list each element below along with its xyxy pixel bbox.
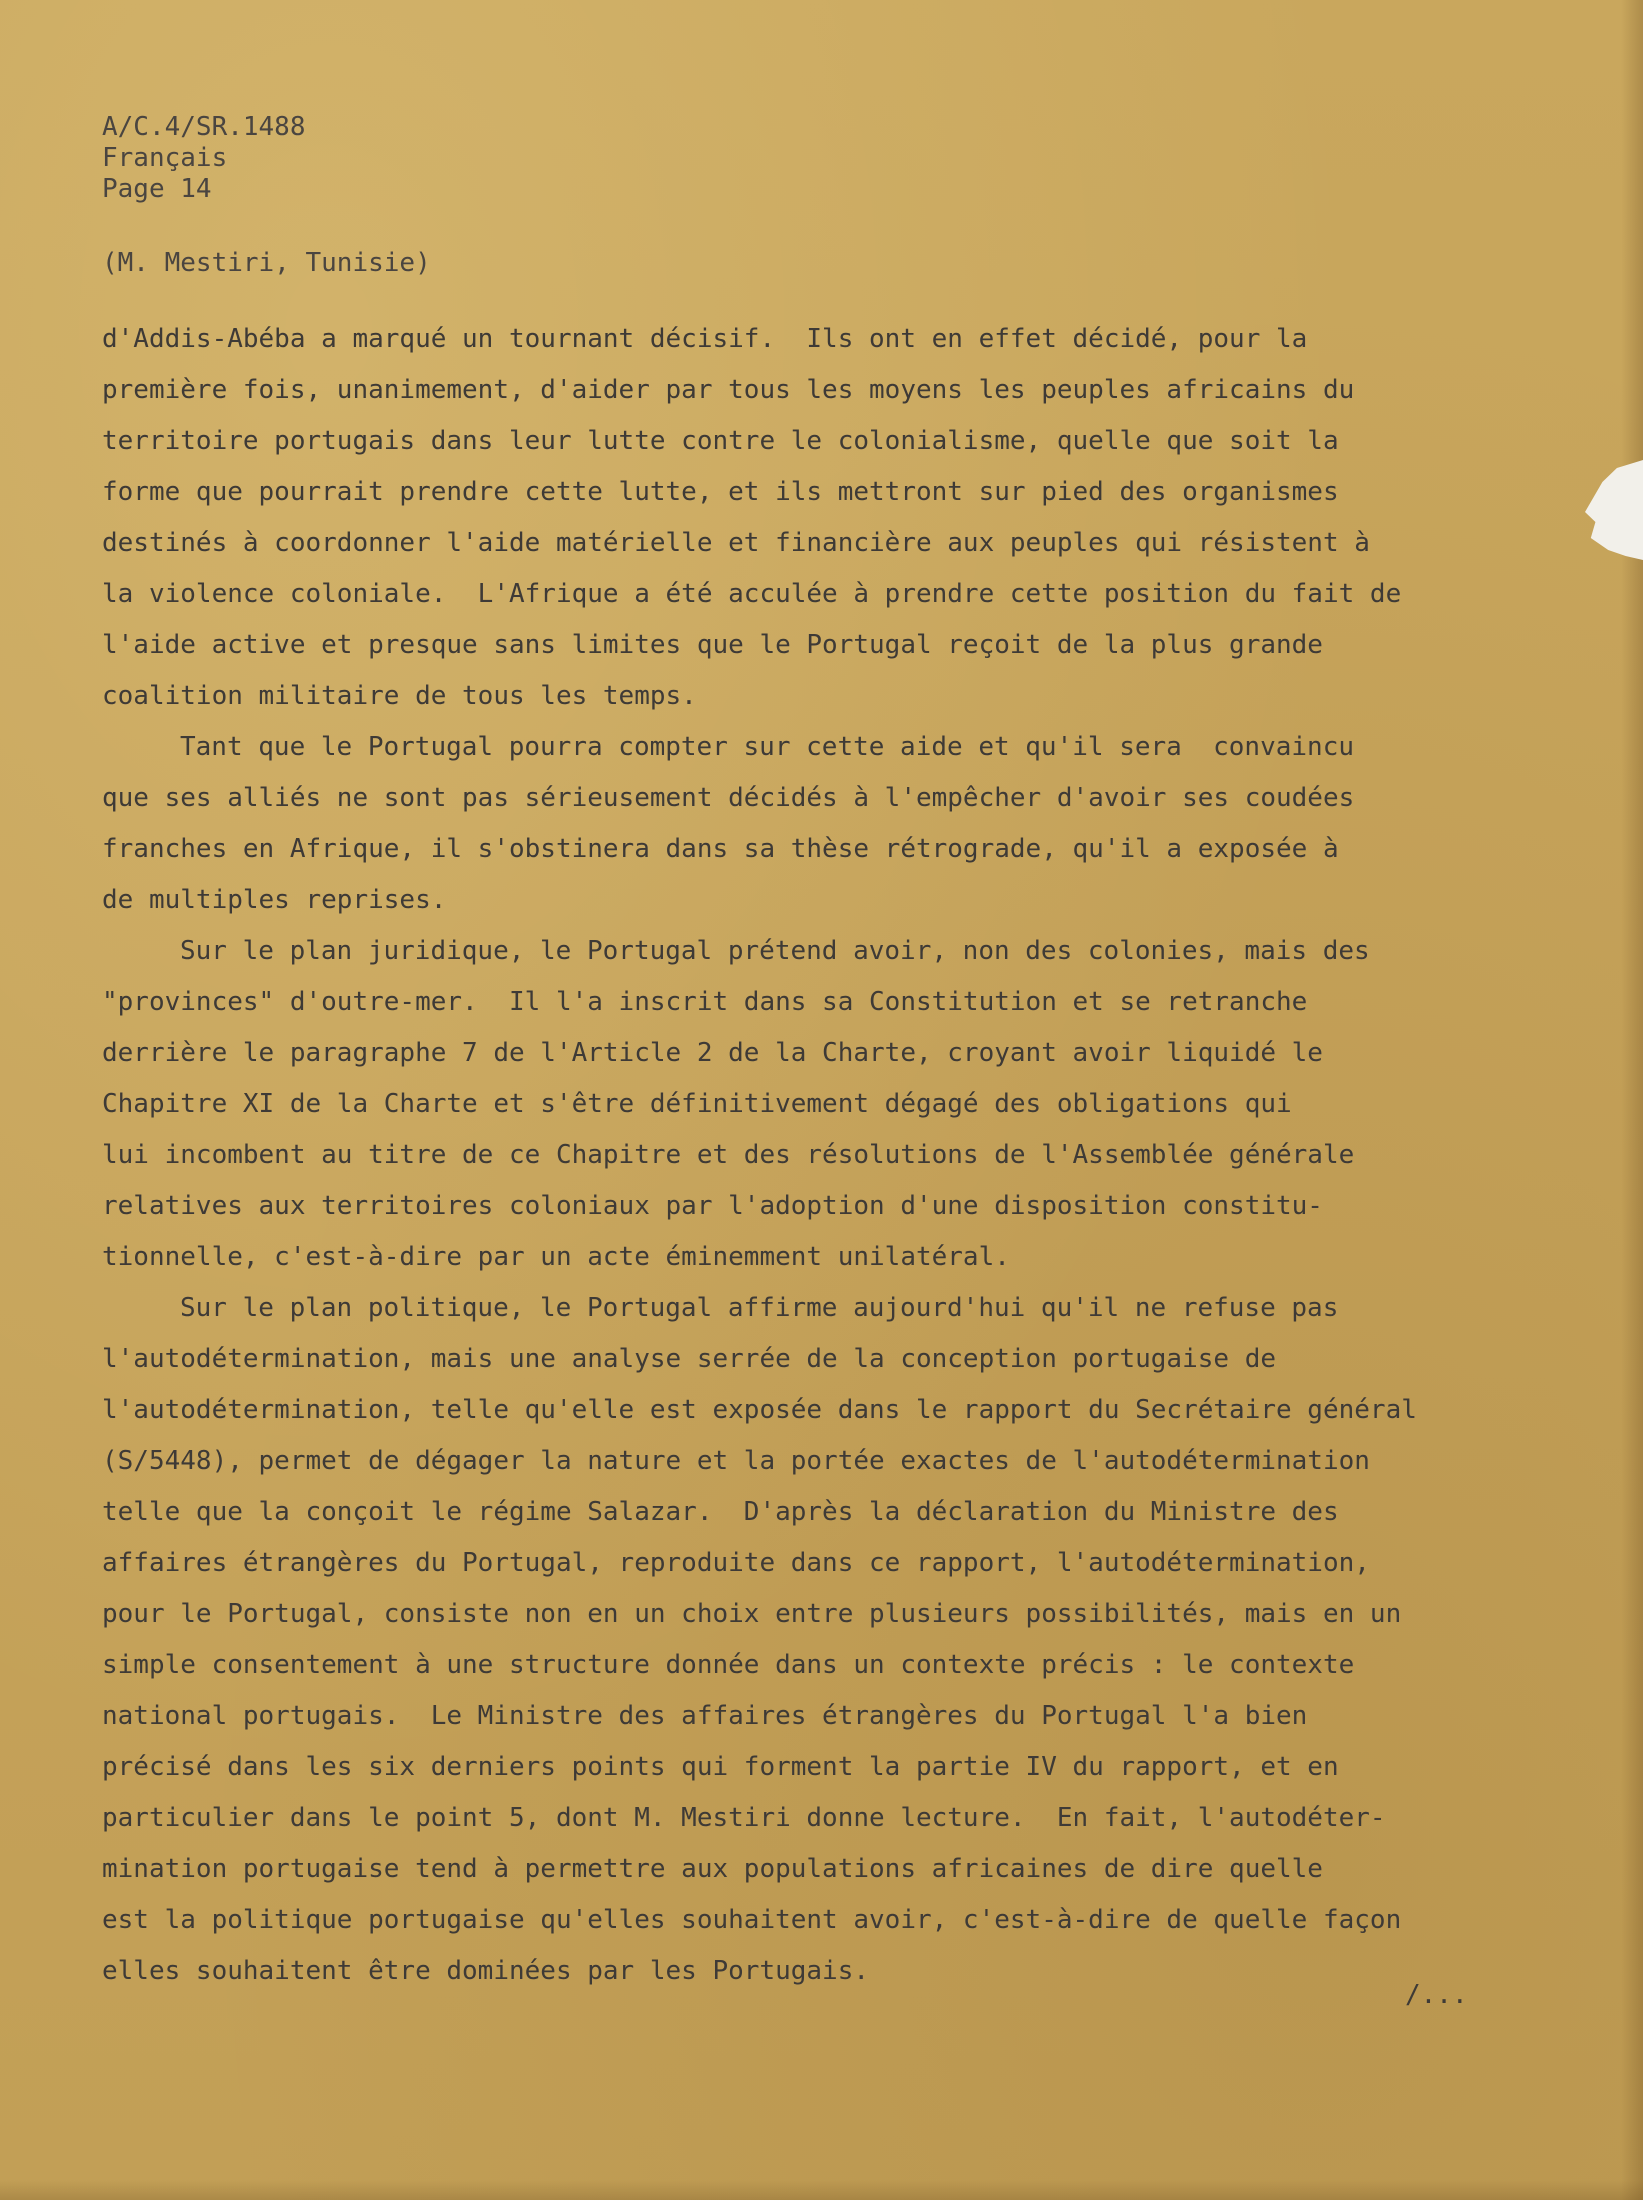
text-line: franches en Afrique, il s'obstinera dans sa thèse rétrograde, qu'il a exposée à	[102, 834, 1339, 864]
text-line: (S/5448), permet de dégager la nature et la portée exactes de l'autodétermination	[102, 1446, 1370, 1476]
document-header	[102, 112, 306, 205]
text-line: forme que pourrait prendre cette lutte, et ils mettront sur pied des organismes	[102, 477, 1339, 507]
text-line: telle que la conçoit le régime Salazar. D'après la déclaration du Ministre des	[102, 1497, 1339, 1527]
text-line: lui incombent au titre de ce Chapitre et des résolutions de l'Assemblée générale	[102, 1140, 1355, 1170]
text-line: destinés à coordonner l'aide matérielle et financière aux peuples qui résistent à	[102, 528, 1370, 558]
text-line: pour le Portugal, consiste non en un choix entre plusieurs possibilités, mais en un	[102, 1599, 1402, 1629]
text-line: tionnelle, c'est-à-dire par un acte éminemment unilatéral.	[102, 1242, 1010, 1272]
torn-edge	[1585, 460, 1643, 560]
continuation-mark: /...	[1405, 1980, 1468, 2010]
text-line: affaires étrangères du Portugal, reproduite dans ce rapport, l'autodétermination,	[102, 1548, 1370, 1578]
text-line: Sur le plan juridique, le Portugal prétend avoir, non des colonies, mais des	[180, 936, 1370, 966]
text-line: elles souhaitent être dominées par les Portugais.	[102, 1956, 870, 1986]
text-line: relatives aux territoires coloniaux par l'adoption d'une disposition constitu-	[102, 1191, 1323, 1221]
document-body	[102, 314, 1502, 1997]
text-line: est la politique portugaise qu'elles souhaitent avoir, c'est-à-dire de quelle façon	[102, 1905, 1402, 1935]
text-line: la violence coloniale. L'Afrique a été acculée à prendre cette position du fait de	[102, 579, 1402, 609]
text-line: l'autodétermination, mais une analyse serrée de la conception portugaise de	[102, 1344, 1276, 1374]
text-line: simple consentement à une structure donnée dans un contexte précis : le contexte	[102, 1650, 1355, 1680]
text-line: Sur le plan politique, le Portugal affirme aujourd'hui qu'il ne refuse pas	[180, 1293, 1339, 1323]
text-line: Chapitre XI de la Charte et s'être définitivement dégagé des obligations qui	[102, 1089, 1292, 1119]
text-line: coalition militaire de tous les temps.	[102, 681, 697, 711]
text-line: national portugais. Le Ministre des affaires étrangères du Portugal l'a bien	[102, 1701, 1308, 1731]
text-line: de multiples reprises.	[102, 885, 447, 915]
text-line: l'autodétermination, telle qu'elle est exposée dans le rapport du Secrétaire général	[102, 1395, 1417, 1425]
document-language: Français	[102, 143, 228, 173]
text-line: d'Addis-Abéba a marqué un tournant décisif. Ils ont en effet décidé, pour la	[102, 324, 1308, 354]
text-line: que ses alliés ne sont pas sérieusement décidés à l'empêcher d'avoir ses coudées	[102, 783, 1355, 813]
text-line: derrière le paragraphe 7 de l'Article 2 de la Charte, croyant avoir liquidé le	[102, 1038, 1323, 1068]
text-line: première fois, unanimement, d'aider par tous les moyens les peuples africains du	[102, 375, 1355, 405]
text-line: l'aide active et presque sans limites que le Portugal reçoit de la plus grande	[102, 630, 1323, 660]
page-number: Page 14	[102, 174, 212, 204]
document-symbol: A/C.4/SR.1488	[102, 112, 306, 142]
text-line: précisé dans les six derniers points qui forment la partie IV du rapport, et en	[102, 1752, 1339, 1782]
text-line: Tant que le Portugal pourra compter sur cette aide et qu'il sera convaincu	[180, 732, 1354, 762]
text-line: "provinces" d'outre-mer. Il l'a inscrit dans sa Constitution et se retranche	[102, 987, 1308, 1017]
page-edge-shadow-bottom	[0, 2180, 1643, 2200]
speaker-attribution: (M. Mestiri, Tunisie)	[102, 248, 431, 278]
text-line: territoire portugais dans leur lutte contre le colonialisme, quelle que soit la	[102, 426, 1339, 456]
page-edge-shadow-right	[1621, 0, 1643, 2200]
text-line: particulier dans le point 5, dont M. Mestiri donne lecture. En fait, l'autodéter-	[102, 1803, 1386, 1833]
text-line: mination portugaise tend à permettre aux populations africaines de dire quelle	[102, 1854, 1323, 1884]
